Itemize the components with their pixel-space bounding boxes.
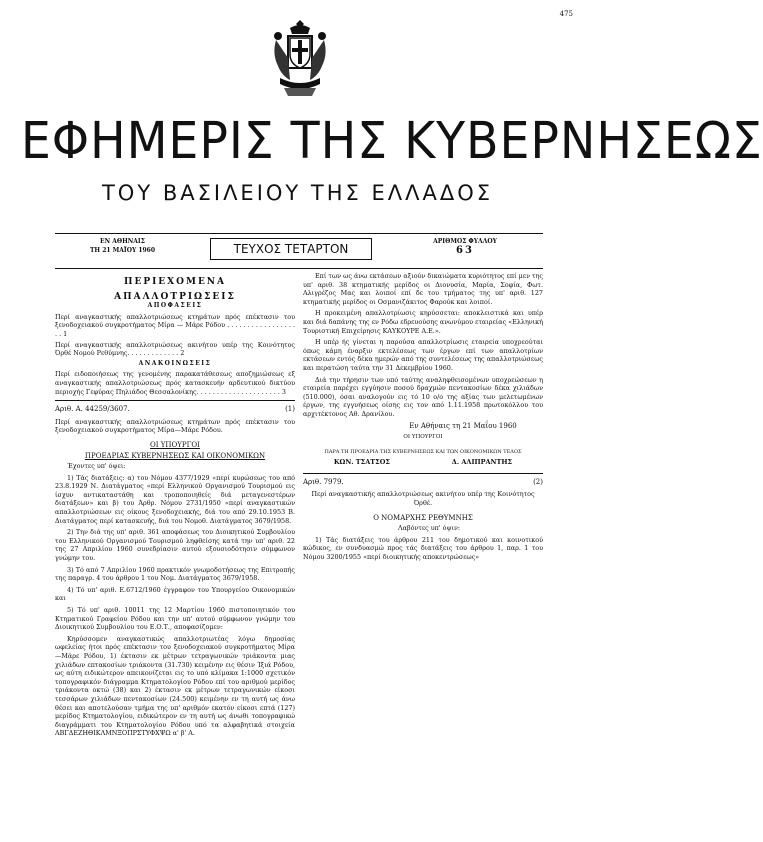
doc1-signer-2: Δ. ΑΛΙΠΡΑΝΤΗΣ bbox=[451, 458, 513, 467]
doc1-paragraph-10: Διά την τήρησιν των υπό ταύτης αναληφθεισομένων υποχρεώσεων η εταιρεία παρέχει εγγύησιν ποσού δραχμών πεντακοσίων δέκα χιλιάδων (510.000), όσαι αναλογούν εις τό 10 ο/ο της αξίας των μελετωμένων έργων, της εγγυήσεως οίσης εις τον από 1.11.1958 πρωτοκόλλου του αρχιτέκτονος Αθ. Δρανίλου. bbox=[303, 375, 543, 418]
contents-subsection-announcements: ΑΝΑΚΟΙΝΩΣΕΙΣ bbox=[138, 359, 212, 367]
contents-section-expropriations: ΑΠΑΛΛΟΤΡΙΩΣΕΙΣ bbox=[114, 291, 236, 302]
doc1-paragraph-5: 5) Τό υπ' αριθ. 10011 της 12 Μαρτίου 1960 πιστοποιητικόν του Κτηματικού Γραφείου Ρόδου και την υπ' αυτού σύμφωνον γνώμην του Διοικητικού Συμβουλίου του Ε.Ο.Τ., αποφασίζομεν: bbox=[55, 606, 295, 632]
doc2-number: (2) bbox=[533, 477, 543, 486]
issue-number: 63 bbox=[456, 245, 474, 256]
doc2-subject: Περί αναγκαστικής απαλλοτριώσεως ακινήτου υπέρ της Κοινότητος Όρθέ. bbox=[311, 490, 535, 508]
doc1-paragraph-2: 2) Την διά της υπ' αριθ. 361 αποφάσεως του Διοικητικού Συμβουλίου του Ελληνικού Οργανισμού Τουρισμού ληφθείσης κατά την υπ' αριθ. 22 της 27 Απριλίου 1960 συνεδρίασιν αυτού εξουσιοδότησιν σύμφωνον γνώμην του. bbox=[55, 528, 295, 563]
doc-divider bbox=[303, 473, 543, 474]
issue-number-label: ΑΡΙΘΜΟΣ ΦΥΛΛΟΥ bbox=[433, 238, 497, 245]
doc1-having: Έχοντες υπ' όψει: bbox=[67, 462, 126, 471]
contents-subsection-decisions: ΑΠΟΦΑΣΕΙΣ bbox=[147, 302, 203, 310]
issue-date: ΤΗ 21 ΜΑΪΟΥ 1960 bbox=[89, 247, 156, 254]
doc1-ministers-caption: ΠΑΡΑ ΤΗ ΠΡΟΕΔΡΙΑ ΤΗΣ ΚΥΒΕΡΝΗΣΕΩΣ ΚΑΙ ΤΩΝ ΟΙΚΟΝΟΜΙΚΩΝ ΤΕΛΟΣ bbox=[324, 448, 522, 455]
doc2-header bbox=[303, 478, 543, 487]
doc1-header bbox=[55, 405, 295, 414]
doc1-ministers-label: ΟΙ ΥΠΟΥΡΓΟΙ bbox=[403, 434, 443, 441]
doc1-paragraph-7: Επί των ως άνω εκτάσεων αξιούν δικαιώματα κυριότητος επί μεν της υπ' αριθ. 38 κτηματικής μερίδος οι Διονυσία, Μαρία, Σοφία, Φωτ. Αλιγρέζος Μας και λοιποί επί δε του τμήματος της υπ' αριθ. 127 κτηματικής μερίδος οι Οσμανιζάκιτος Φαρούκ και λοιποί. bbox=[303, 272, 543, 306]
doc1-paragraph-6-start: Κηρύσσομεν αναγκαστικώς απαλλοτριωτέας λόγω δημοσίας ωφελείας ήτοι πρός επέκτασιν του ξενοδοχειακού συγκροτήματος Μίρα—Μάρε Ρόδου, 1) έκτασιν εκ μέτρων τετραγωνικών τριάκοντα μιας χιλιάδων επτακοσίων τριάκοντα (31.730) κειμένην εις θέσιν Ίξιά Ρόδου, ως αύτη ειδικώτερον απεικονίζεται εις το υπό κλίμακα 1:1000 σχετικόν τοπογραφικόν διάγραμμα Κτηματολογίου Ρόδου επί του αριθμού μερίδος τριάκοντα οκτώ (38) και 2) έκτασιν εκ μέτρων τετραγωνικών είκοσι τεσσάρων χιλιάδων πεντακοσίων (24.500) κειμένην εν τη αυτή ως άνω θέσει και αποτελούσαν τμήμα της υπ' αριθμόν εκατόν είκοσι επτά (127) μερίδος Κτηματολογίου, ειδικώτερον εν τη αυτή ως άνωθι τοπογραφικώ διαγράμματι του Κτηματολογίου Ρόδου υπό τα αλφαβητικά στοιχεία ΑΒΓΔΕΖΗΘΙΚΛΜΝΞΟΠΡΣΤΥΦΧΨΩ α' β' Α. bbox=[55, 634, 295, 738]
issue-volume: ΤΕΥΧΟΣ ΤΕΤΑΡΤΟΝ bbox=[210, 238, 372, 260]
contents-divider bbox=[55, 400, 295, 401]
column-left bbox=[55, 277, 295, 738]
header-rule-top bbox=[55, 233, 543, 234]
doc2-reference: Αριθ. 7979. bbox=[303, 477, 344, 486]
doc1-date-line: Εν Αθήναις τη 21 Μαΐου 1960 bbox=[409, 421, 517, 430]
doc1-number: (1) bbox=[285, 405, 295, 414]
contents-item-1: Περί αναγκαστικής απαλλοτριώσεως κτημάτων πρός επέκτασιν του ξενοδοχειακού συγκροτήματος Μίρα — Μάρε Ρόδου . . . . . . . . . . . . . . . . . . . 1 bbox=[55, 312, 295, 338]
doc1-paragraph-3: 3) Τό από 7 Απριλίου 1960 πρακτικόν γνωμοδοτήσεως της Επιτροπής της παραγρ. 4 του άρθρου 1 του Νομ. Διατάγματος 3679/1958. bbox=[55, 565, 295, 583]
doc1-paragraph-8: Η προκειμένη απαλλοτρίωσις κηρύσσεται: αποκλειστικά και υπέρ και διά δαπάνης της εν Ρόδω εδρευούσης ανωνύμου εταιρείας «Ελληνική Τουριστική Επιχείρησις ΚΑΥΚΟΥΡΕ Α.Ε.». bbox=[303, 309, 543, 335]
doc2-issuer: Ο ΝΟΜΑΡΧΗΣ ΡΕΘΥΜΝΗΣ bbox=[373, 513, 473, 522]
issue-place-date bbox=[60, 237, 185, 255]
coat-of-arms-icon bbox=[268, 18, 332, 98]
doc1-paragraph-1: 1) Τάς διατάξεις: α) του Νόμου 4377/1929 «περί κυρώσεως του από 23.8.1929 Ν. Διατάγματος «περί Ελληνικού Οργανισμού Τουρισμού εις ίσχυν αντικαταστάθη και τροποποιηθείς διά μεταγενεστέρων διατάξεων» και β) του Άρθρ. Νόμου 2731/1950 «περί αναγκαστικών απαλλοτριώσεων εις οίκους ξενοδοχειακής, διά του από 29.10.1953 Β. Διατάγματος περί κατασκευής, διά του Νομοθ. Διατάγματος 3679/1958. bbox=[55, 473, 295, 525]
page-number: 475 bbox=[559, 10, 573, 18]
contents-item-2: Περί αναγκαστικής απαλλοτριώσεως ακινήτου υπέρ της Κοινότητος Όρθέ Νομού Ρεθύμνης. . . . . . . . . . . . . 2 bbox=[55, 340, 295, 358]
issue-place: ΕΝ ΑΘΗΝΑΙΣ bbox=[100, 238, 145, 245]
doc1-paragraph-4: 4) Τό υπ' αριθ. Ε.6712/1960 έγγραφον του Υπουργείου Οικονομικών και bbox=[55, 585, 295, 603]
masthead-subtitle: ΤΟΥ ΒΑΣΙΛΕΙΟΥ ΤΗΣ ΕΛΛΑΔΟΣ bbox=[101, 181, 494, 205]
doc2-paragraph-1: 1) Τάς διατάξεις του άρθρου 211 του δημοτικού και κοινοτικού κώδικος, εν συνδυασμώ προς τάς διατάξεις του άρθρου 1, παρ. 1 του Νόμου 3200/1955 «περί διοικητικής αποκεντρώσεως» bbox=[303, 535, 543, 562]
doc1-paragraph-9: Η υπέρ ής γίνεται η παρούσα απαλλοτρίωσις εταιρεία υποχρεούται όπως κάμη έναρξιν εκτελέσεως των έργων επί των απαλλοτρίων εκτάσεων εντός δέκα ημερών από της συντελέσεως της απαλλοτριώσεως και περατώση ταύτα την 31 Δεκεμβρίου 1960. bbox=[303, 338, 543, 372]
doc2-having: Λαβόντες υπ' όψιν: bbox=[397, 524, 461, 533]
masthead-title: ΕΦΗΜΕΡΙΣ ΤΗΣ ΚΥΒΕΡΝΗΣΕΩΣ bbox=[20, 112, 763, 171]
header-rule-bottom bbox=[55, 268, 543, 269]
issue-number-block bbox=[410, 237, 520, 255]
contents-item-3: Περί ειδοποιήσεως της γενομένης παρακατάθεσεως αποζημιώσεως εξ αναγκαστικής απαλλοτριώσεως πρός κατασκευήν αρδευτικού δικτύου περιοχής Γεφύρας Πηλιάδος Θεσσαλονίκης. . . . . . . . . . . . . . . . . . . . . 3 bbox=[55, 370, 295, 396]
doc1-signer-1: ΚΩΝ. ΤΣΑΤΣΟΣ bbox=[333, 458, 390, 467]
doc1-issuer: ΟΙ ΥΠΟΥΡΓΟΙ bbox=[150, 440, 200, 449]
doc1-issuer-ministries: ΠΡΟΕΔΡΙΑΣ ΚΥΒΕΡΝΗΣΕΩΣ ΚΑΙ ΟΙΚΟΝΟΜΙΚΩΝ bbox=[84, 451, 266, 460]
doc1-subject: Περί αναγκαστικής απαλλοτριώσεως κτημάτων πρός επέκτασιν του ξενοδοχειακού συγκροτήματος Μίρα—Μάρε Ρόδου. bbox=[55, 417, 295, 435]
doc1-reference: Αριθ. Α. 44259/3607. bbox=[55, 405, 130, 414]
contents-title: ΠΕΡΙΕΧΟΜΕΝΑ bbox=[123, 277, 227, 287]
column-right bbox=[303, 272, 543, 565]
doc1-signatories bbox=[303, 458, 543, 467]
